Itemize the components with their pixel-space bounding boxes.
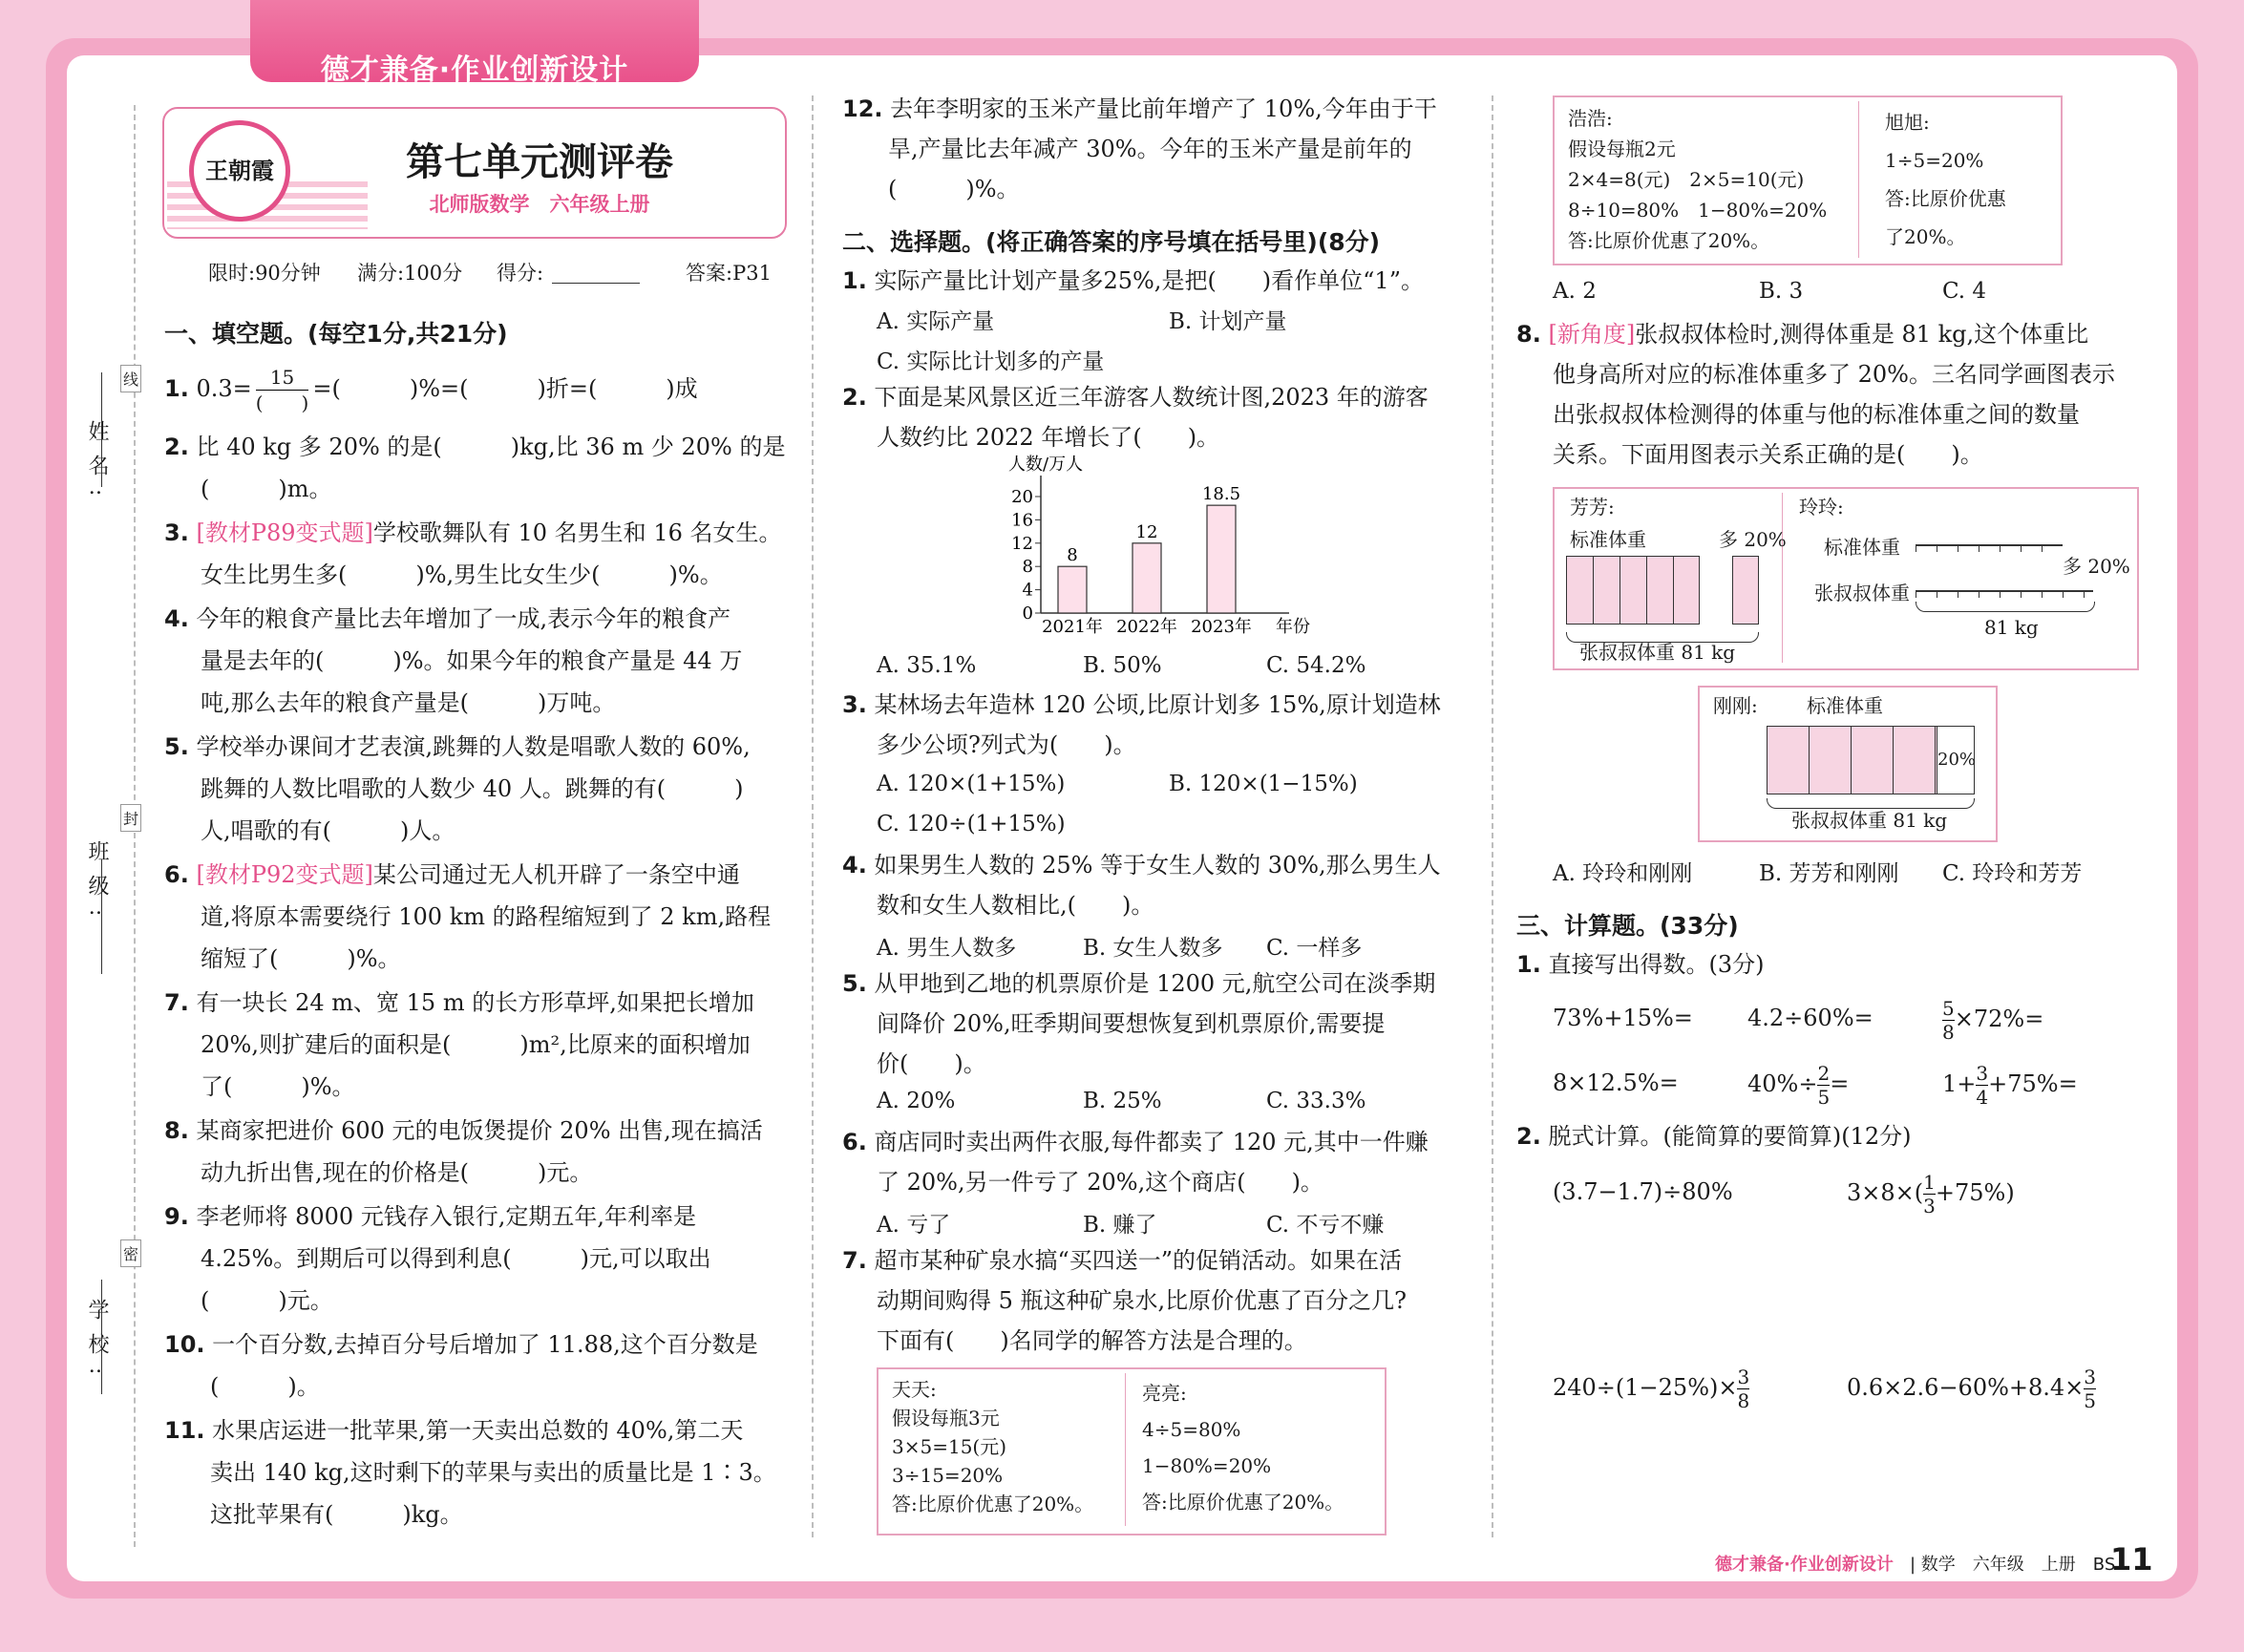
- fang-std-label: 标准体重: [1570, 528, 1646, 551]
- gang-pct: 20%: [1937, 726, 1975, 794]
- option-b[interactable]: B. 3: [1759, 279, 1804, 304]
- solution-xuxu: 旭旭: 1÷5=20% 答:比原价优惠 了20%。: [1885, 111, 2006, 248]
- time-limit: 限时:90分钟: [208, 262, 321, 285]
- question-8-line: 动九折出售,现在的价格是( )元。: [201, 1159, 593, 1186]
- calc-item: $\frac{5}{8}$ ×72%=: [1942, 997, 2044, 1044]
- ling-kg: 81 kg: [1984, 616, 2039, 639]
- bar-value-label: 8: [1067, 545, 1078, 566]
- question-6: 6. [教材P92变式题]某公司通过无人机开辟了一条空中通: [164, 861, 740, 888]
- choice-4-line: 数和女生人数相比,( )。: [877, 892, 1154, 919]
- calc-item: 73%+15%=: [1553, 1005, 1693, 1031]
- diagram-fang-ling: [1553, 487, 2139, 670]
- question-5-line: 跳舞的人数比唱歌的人数少 40 人。跳舞的有( ): [201, 775, 744, 802]
- question-7-line: 了( )%。: [201, 1073, 355, 1100]
- question-11-line: 这批苹果有( )kg。: [210, 1501, 463, 1528]
- school-label: 学校:: [85, 1299, 109, 1388]
- question-6-line: 缩短了( )%。: [201, 945, 401, 972]
- calc-item: 1+ $\frac{3}{4}$ +75%=: [1942, 1062, 2078, 1109]
- class-label: 班级:: [85, 840, 109, 930]
- calc-item: (3.7−1.7)÷80%: [1553, 1178, 1733, 1205]
- option-b[interactable]: B. 芳芳和刚刚: [1759, 861, 1899, 886]
- gang-weight: 张叔叔体重 81 kg: [1791, 809, 1948, 832]
- page-title: 第七单元测评卷: [406, 140, 673, 184]
- option-b[interactable]: B. 50%: [1083, 653, 1162, 678]
- question-4: 4. 今年的粮食产量比去年增加了一成,表示今年的粮食产: [164, 605, 731, 632]
- question-10-line: ( )。: [210, 1373, 320, 1400]
- question-7-line: 20%,则扩建后的面积是( )m²,比原来的面积增加: [201, 1031, 751, 1058]
- question-9-line: 4.25%。到期后可以得到利息( )元,可以取出: [201, 1245, 711, 1272]
- x-tick-label: 2022年: [1116, 617, 1177, 637]
- choice-8-line: 关系。下面用图表示关系正确的是( )。: [1553, 441, 1983, 468]
- bar-value-label: 12: [1135, 521, 1158, 542]
- question-9: 9. 李老师将 8000 元钱存入银行,定期五年,年利率是: [164, 1203, 697, 1230]
- calc-item: 8×12.5%=: [1553, 1070, 1679, 1096]
- solution-liangliang: 亮亮: 4÷5=80% 1−80%=20% 答:比原价优惠了20%。: [1142, 1382, 1344, 1514]
- subtitle: 北师版数学 六年级上册: [429, 193, 650, 216]
- ling-weight-bar: [1916, 590, 2093, 598]
- gang-std-label: 标准体重: [1807, 694, 1883, 717]
- question-4-line: 量是去年的( )%。如果今年的粮食产量是 44 万: [201, 647, 743, 674]
- option-a[interactable]: A. 亏了: [877, 1213, 951, 1238]
- x-tick-label: 2023年: [1191, 617, 1252, 637]
- bar-chart: [974, 455, 1337, 642]
- choice-6: 6. 商店同时卖出两件衣服,每件都卖了 120 元,其中一件赚: [842, 1129, 1429, 1155]
- gang-label: 刚刚:: [1713, 694, 1758, 717]
- solution-haohao: 浩浩: 假设每瓶2元 2×4=8(元) 2×5=10(元) 8÷10=80% 1−80%=20% 答:比原价优惠了20%。: [1568, 107, 1828, 252]
- diagram-gang: [1698, 686, 1998, 842]
- choice-3-line: 多少公顷?列式为( )。: [877, 731, 1136, 758]
- question-5: 5. 学校举办课间才艺表演,跳舞的人数是唱歌人数的 60%,: [164, 733, 751, 760]
- calc-item: 40%÷ $\frac{2}{5}$ =: [1747, 1062, 1850, 1109]
- header-tab: [250, 0, 699, 87]
- option-a[interactable]: A. 20%: [877, 1089, 956, 1113]
- score-label: 得分:: [497, 262, 544, 285]
- fang-label: 芳芳:: [1570, 496, 1615, 519]
- question-12-line: 旱,产量比去年减产 30%。今年的玉米产量是前年的: [888, 136, 1412, 162]
- choice-7-line: 动期间购得 5 瓶这种矿泉水,比原价优惠了百分之几?: [877, 1287, 1408, 1314]
- calc-item: 240÷(1−25%)× $\frac{3}{8}$: [1553, 1366, 1750, 1412]
- logo: 王朝霞: [189, 120, 290, 222]
- question-3: 3. [教材P89变式题]学校歌舞队有 10 名男生和 16 名女生。: [164, 519, 782, 546]
- y-tick-label: 8: [1022, 557, 1033, 578]
- choice-5-line: 价( )。: [877, 1050, 986, 1077]
- option-c[interactable]: C. 4: [1942, 279, 1987, 304]
- y-tick-label: 4: [1022, 580, 1033, 601]
- calc-2: 2. 脱式计算。(能简算的要简算)(12分): [1516, 1123, 1912, 1150]
- ling-label: 玲玲:: [1799, 496, 1844, 519]
- choice-5-line: 间降价 20%,旺季期间要想恢复到机票原价,需要提: [877, 1010, 1386, 1037]
- solution-tiantian: 天天: 假设每瓶3元 3×5=15(元) 3÷15=20% 答:比原价优惠了20%。: [892, 1378, 1094, 1515]
- bar: [1133, 543, 1161, 613]
- x-tick-label: 2021年: [1042, 617, 1103, 637]
- choice-8: 8. [新角度]张叔叔体检时,测得体重是 81 kg,这个体重比: [1516, 321, 2089, 348]
- option-c[interactable]: C. 实际比计划多的产量: [877, 349, 1105, 374]
- option-a[interactable]: A. 男生人数多: [877, 936, 1017, 961]
- option-c[interactable]: C. 一样多: [1266, 936, 1363, 961]
- option-b[interactable]: B. 赚了: [1083, 1213, 1157, 1238]
- question-3-line: 女生比男生多( )%,男生比女生少( )%。: [201, 561, 723, 588]
- choice-2-line: 人数约比 2022 年增长了( )。: [877, 424, 1220, 451]
- y-tick-label: 0: [1022, 604, 1033, 624]
- y-tick-label: 12: [1011, 533, 1033, 554]
- section-1-title: 一、填空题。(每空1分,共21分): [164, 320, 508, 348]
- option-b[interactable]: B. 女生人数多: [1083, 936, 1223, 961]
- option-c[interactable]: C. 不亏不赚: [1266, 1213, 1385, 1238]
- question-8: 8. 某商家把进价 600 元的电饭煲提价 20% 出售,现在搞活: [164, 1117, 763, 1144]
- question-1: 1. 0.3= 15 ( ) =( )%=( )折=( )成: [164, 366, 698, 414]
- calc-item: 4.2÷60%=: [1747, 1005, 1874, 1031]
- fang-more-label: 多 20%: [1719, 528, 1787, 551]
- choice-4: 4. 如果男生人数的 25% 等于女生人数的 30%,那么男生人: [842, 852, 1441, 879]
- x-axis-label: 年份: [1276, 617, 1310, 637]
- ling-std-label: 标准体重: [1824, 536, 1900, 559]
- option-c[interactable]: C. 120÷(1+15%): [877, 812, 1066, 837]
- choice-7-line: 下面有( )名同学的解答方法是合理的。: [877, 1327, 1307, 1354]
- score-blank[interactable]: [552, 283, 640, 284]
- question-11-line: 卖出 140 kg,这时剩下的苹果与卖出的质量比是 1∶3。: [210, 1459, 776, 1486]
- y-tick-label: 20: [1011, 487, 1033, 507]
- option-b[interactable]: B. 25%: [1083, 1089, 1162, 1113]
- column-divider: [1492, 95, 1493, 1537]
- section-3-title: 三、计算题。(33分): [1516, 912, 1739, 940]
- solution-box-2: [1553, 95, 2063, 265]
- bar: [1207, 505, 1236, 613]
- option-b[interactable]: B. 计划产量: [1169, 309, 1287, 334]
- choice-3: 3. 某林场去年造林 120 公顷,比原计划多 15%,原计划造林: [842, 691, 1441, 718]
- option-b[interactable]: B. 120×(1−15%): [1169, 772, 1358, 796]
- page-number: 11: [2110, 1541, 2153, 1578]
- question-7: 7. 有一块长 24 m、宽 15 m 的长方形草坪,如果把长增加: [164, 989, 754, 1016]
- question-10: 10. 一个百分数,去掉百分号后增加了 11.88,这个百分数是: [164, 1331, 758, 1358]
- question-6-line: 道,将原本需要绕行 100 km 的路程缩短到了 2 km,路程: [201, 903, 772, 930]
- bar-value-label: 18.5: [1201, 484, 1241, 505]
- option-a[interactable]: A. 玲玲和刚刚: [1553, 861, 1693, 886]
- name-label: 姓名:: [85, 420, 109, 510]
- option-a[interactable]: A. 实际产量: [877, 309, 995, 334]
- choice-5: 5. 从甲地到乙地的机票原价是 1200 元,航空公司在淡季期: [842, 970, 1436, 997]
- option-a[interactable]: A. 35.1%: [877, 653, 977, 678]
- question-12: 12. 去年李明家的玉米产量比前年增产了 10%,今年由于干: [842, 95, 1437, 122]
- calc-item: 3×8×( $\frac{1}{3}$ +75%): [1847, 1171, 2015, 1218]
- footer-brand: 德才兼备·作业创新设计: [1715, 1555, 1894, 1575]
- solution-box: [877, 1367, 1387, 1536]
- bar: [1058, 566, 1087, 613]
- question-2: 2. 比 40 kg 多 20% 的是( )kg,比 36 m 少 20% 的是: [164, 434, 786, 460]
- option-a[interactable]: A. 120×(1+15%): [877, 772, 1066, 796]
- ling-weight-label: 张叔叔体重: [1814, 582, 1910, 604]
- choice-7: 7. 超市某种矿泉水搞“买四送一”的促销活动。如果在活: [842, 1247, 1403, 1274]
- column-divider: [812, 95, 814, 1537]
- ling-std-bar: [1916, 544, 2063, 552]
- section-2-title: 二、选择题。(将正确答案的序号填在括号里)(8分): [842, 228, 1381, 256]
- fang-extra: [1732, 556, 1759, 625]
- y-tick-label: 16: [1011, 510, 1033, 531]
- option-c[interactable]: C. 54.2%: [1266, 653, 1366, 678]
- question-9-line: ( )元。: [201, 1287, 333, 1314]
- question-4-line: 吨,那么去年的粮食产量是( )万吨。: [201, 689, 616, 716]
- option-c[interactable]: C. 33.3%: [1266, 1089, 1366, 1113]
- fang-bar: [1566, 556, 1700, 625]
- option-c[interactable]: C. 玲玲和芳芳: [1942, 861, 2083, 886]
- footer-info: | 数学 六年级 上册 BS: [1910, 1555, 2116, 1575]
- fang-weight: 张叔叔体重 81 kg: [1579, 641, 1736, 664]
- calc-1: 1. 直接写出得数。(3分): [1516, 951, 1765, 978]
- full-score: 满分:100分: [357, 262, 463, 285]
- choice-6-line: 了 20%,另一件亏了 20%,这个商店( )。: [877, 1169, 1323, 1196]
- option-a[interactable]: A. 2: [1553, 279, 1597, 304]
- question-2-line: ( )m。: [201, 476, 332, 502]
- ling-more-label: 多 20%: [2063, 555, 2130, 578]
- tab-text: 德才兼备·作业创新设计: [320, 53, 629, 87]
- choice-1: 1. 实际产量比计划产量多25%,是把( )看作单位“1”。: [842, 267, 1424, 294]
- question-12-line: ( )%。: [888, 176, 1020, 202]
- seal-line: 线: [120, 365, 141, 392]
- y-axis-label: 人数/万人: [1008, 455, 1084, 475]
- seal-fold: 封: [120, 804, 141, 832]
- question-5-line: 人,唱歌的有( )人。: [201, 817, 455, 844]
- seal-secret: 密: [120, 1239, 141, 1267]
- choice-8-line: 他身高所对应的标准体重多了 20%。三名同学画图表示: [1553, 361, 2115, 388]
- choice-8-line: 出张叔叔体检测得的体重与他的标准体重之间的数量: [1553, 401, 2080, 428]
- question-11: 11. 水果店运进一批苹果,第一天卖出总数的 40%,第二天: [164, 1417, 744, 1444]
- calc-item: 0.6×2.6−60%+8.4× $\frac{3}{5}$: [1847, 1366, 2097, 1412]
- choice-2: 2. 下面是某风景区近三年游客人数统计图,2023 年的游客: [842, 384, 1429, 411]
- answer-ref: 答案:P31: [686, 262, 772, 285]
